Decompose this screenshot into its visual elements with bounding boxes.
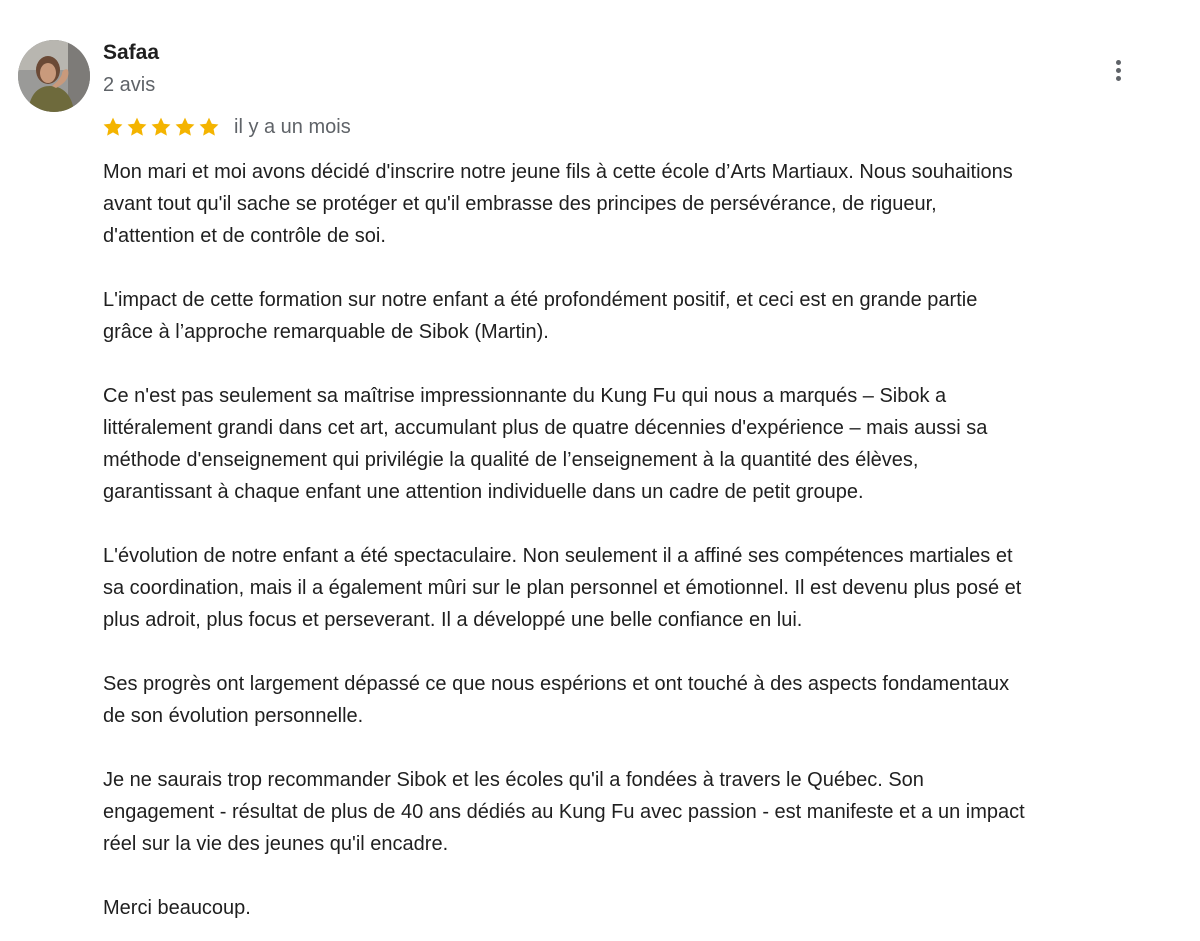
review-paragraph: L'impact de cette formation sur notre enfant a été profondément positif, et ceci est en grande partie grâce à l’approche remarquable de Sibok (Martin).: [103, 289, 978, 343]
star-icon: [174, 116, 196, 138]
review-paragraph: Ses progrès ont largement dépassé ce que nous espérions et ont touché à des aspects fondamentaux de son évolution personnelle.: [103, 673, 1010, 727]
star-icon: [102, 116, 124, 138]
review-body: [103, 156, 1183, 924]
avatar-photo: [18, 40, 90, 112]
review-paragraph: Merci beaucoup.: [103, 897, 251, 919]
review-paragraph: Mon mari et moi avons décidé d'inscrire notre jeune fils à cette école d’Arts Martiaux. Nous souhaitions avant tout qu'il sache se protéger et qu'il embrasse des principes de persévérance, de rigueur, d'attention et de contrôle de soi.: [103, 161, 1013, 247]
star-icon: [198, 116, 220, 138]
review-paragraph: L'évolution de notre enfant a été spectaculaire. Non seulement il a affiné ses compétences martiales et sa coordination, mais il a également mûri sur le plan personnel et émotionnel. Il est devenu plus posé et plus adroit, plus focus et perseverant. Il a développé une belle confiance en lui.: [103, 545, 1022, 631]
more-vert-icon: [1116, 60, 1121, 65]
review-date: il y a un mois: [234, 115, 351, 138]
star-icon: [150, 116, 172, 138]
review-paragraph: Ce n'est pas seulement sa maîtrise impressionnante du Kung Fu qui nous a marqués – Sibok a littéralement grandi dans cet art, accumulant plus de quatre décennies d'expérience – mais aussi sa méthode d'enseignement qui privilégie la qualité de l’enseignement à la quantité des élèves, garantissant à chaque enfant une attention individuelle dans un cadre de petit groupe.: [103, 385, 988, 503]
more-options-button[interactable]: [1100, 52, 1136, 88]
rating-row: [102, 113, 351, 141]
author-review-count: 2 avis: [103, 74, 156, 96]
more-vert-icon: [1116, 68, 1121, 73]
review-paragraph: Je ne saurais trop recommander Sibok et les écoles qu'il a fondées à travers le Québec. Son engagement - résultat de plus de 40 ans dédiés au Kung Fu avec passion - est manifeste et a un impact réel sur la vie des jeunes qu'il encadre.: [103, 769, 1025, 855]
star-rating: [102, 116, 220, 138]
star-icon: [126, 116, 148, 138]
avatar[interactable]: [18, 40, 90, 112]
author-name[interactable]: Safaa: [103, 41, 160, 64]
more-vert-icon: [1116, 76, 1121, 81]
